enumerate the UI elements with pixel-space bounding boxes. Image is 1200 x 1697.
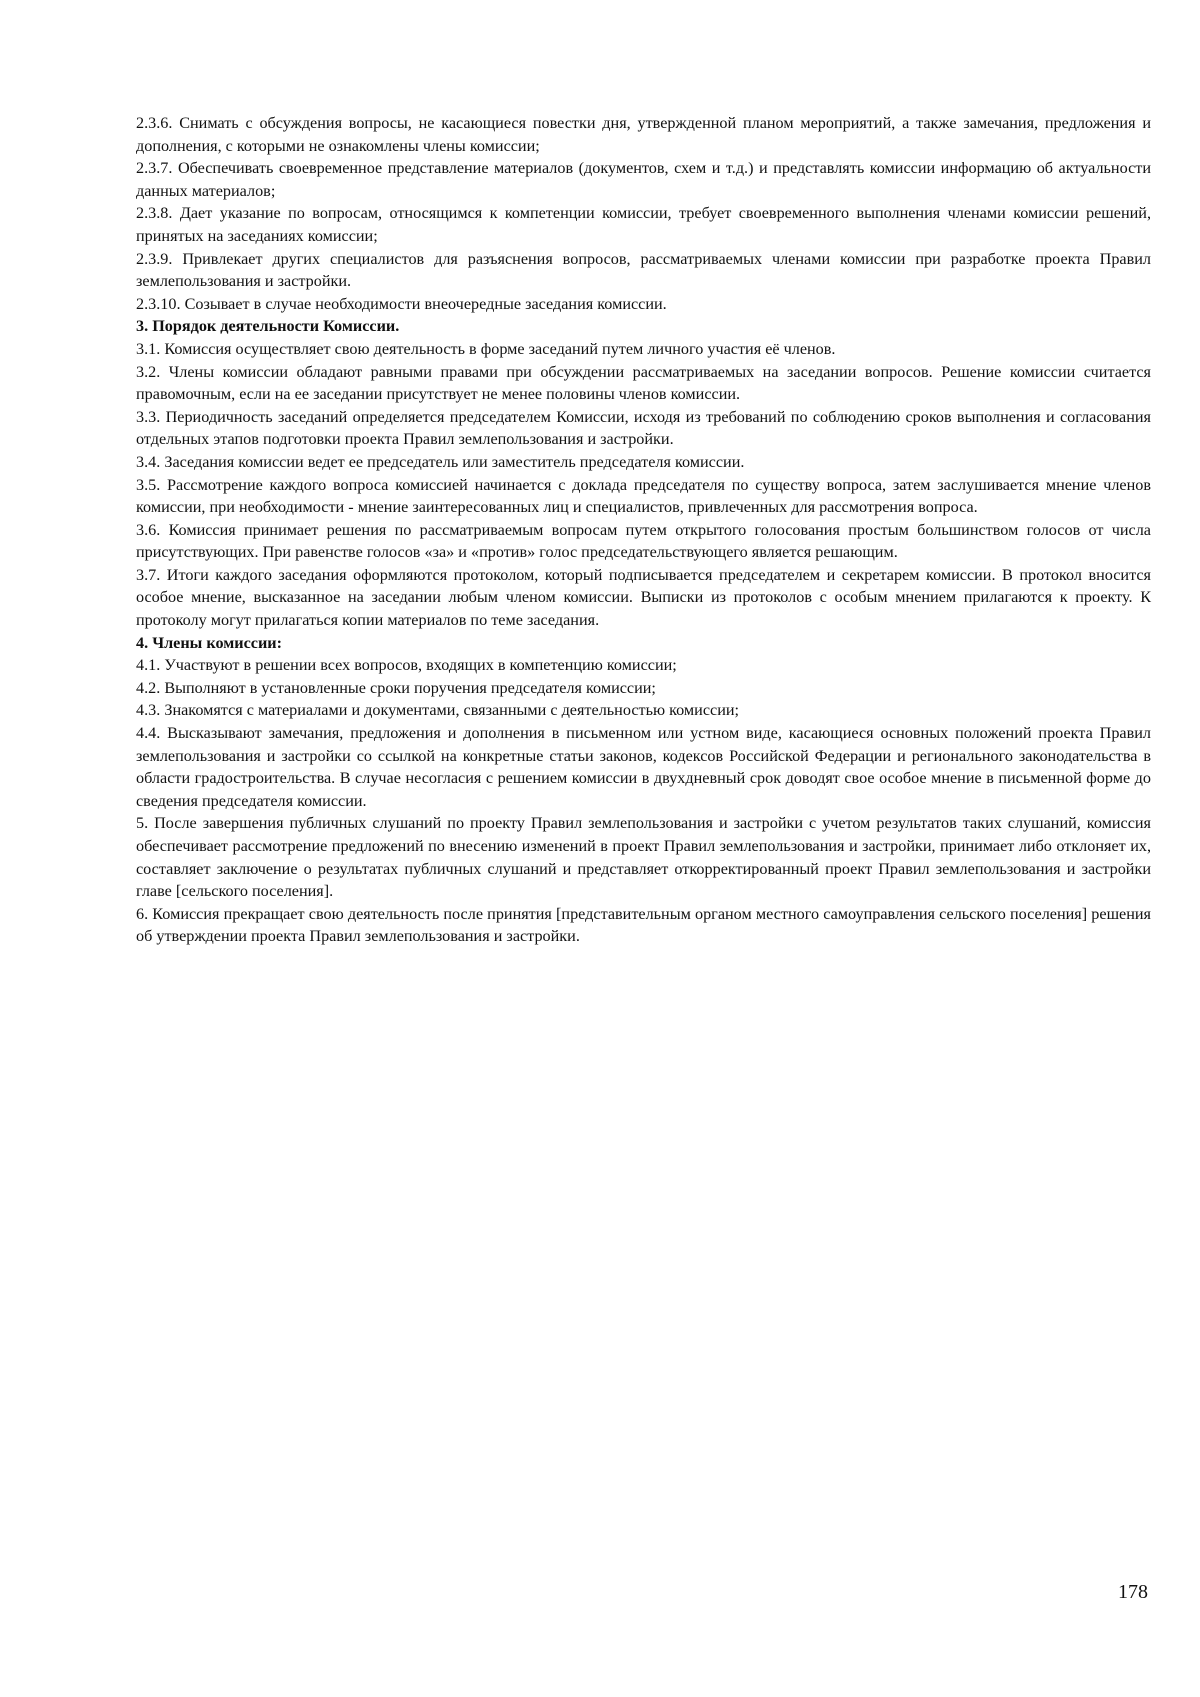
paragraph-3-3: 3.3. Периодичность заседаний определяется председателем Комиссии, исходя из требований по соблюдению сроков выполнения и согласования отдельных этапов подготовки проекта Правил землепользования и застройки. <box>136 407 1151 449</box>
section-heading-3: 3. Порядок деятельности Комиссии. <box>136 317 400 336</box>
paragraph-2-3-6: 2.3.6. Снимать с обсуждения вопросы, не касающиеся повестки дня, утвержденной планом мероприятий, а также замечания, предложения и дополнения, с которыми не ознакомлены члены комиссии; <box>136 114 1151 155</box>
paragraph-3-7: 3.7. Итоги каждого заседания оформляются протоколом, который подписывается председателем и секретарем комиссии. В протокол вносится особое мнение, высказанное на заседании любым членом комиссии. Выписки из протоколов с особым мнением прилагаются к проекту. К протоколу могут прилагаться копии материалов по теме заседания. <box>136 565 1151 630</box>
paragraph-3-5: 3.5. Рассмотрение каждого вопроса комиссией начинается с доклада председателя по существу вопроса, затем заслушивается мнение членов комиссии, при необходимости - мнение заинтересованных лиц и специалистов, привлеченных для рассмотрения вопроса. <box>136 475 1151 517</box>
paragraph-4-4: 4.4. Высказывают замечания, предложения и дополнения в письменном или устном виде, касающиеся основных положений проекта Правил землепользования и застройки со ссылкой на конкретные статьи законов, кодексов Российской Федерации и регионального законодательства в области градостроительства. В случае несогласия с решением комиссии в двухдневный срок доводят свое особое мнение в письменной форме до сведения председателя комиссии. <box>136 724 1151 810</box>
paragraph-2-3-10: 2.3.10. Созывает в случае необходимости внеочередные заседания комиссии. <box>136 294 667 313</box>
section-heading-4: 4. Члены комиссии: <box>136 633 283 652</box>
paragraph-3-6: 3.6. Комиссия принимает решения по рассматриваемым вопросам путем открытого голосования простым большинством голосов от числа присутствующих. При равенстве голосов «за» и «против» голос председательствующего является решающим. <box>136 520 1151 562</box>
paragraph-4-1: 4.1. Участвуют в решении всех вопросов, входящих в компетенцию комиссии; <box>136 656 677 675</box>
page-number: 178 <box>1118 1581 1148 1603</box>
paragraph-2-3-7: 2.3.7. Обеспечивать своевременное представление материалов (документов, схем и т.д.) и представлять комиссии информацию об актуальности данных материалов; <box>136 159 1151 200</box>
paragraph-3-1: 3.1. Комиссия осуществляет свою деятельность в форме заседаний путем личного участия её членов. <box>136 339 836 358</box>
document-body <box>136 112 1151 948</box>
paragraph-4-2: 4.2. Выполняют в установленные сроки поручения председателя комиссии; <box>136 678 656 697</box>
paragraph-2-3-9: 2.3.9. Привлекает других специалистов для разъяснения вопросов, рассматриваемых членами комиссии при разработке проекта Правил землепользования и застройки. <box>136 249 1151 291</box>
paragraph-6: 6. Комиссия прекращает свою деятельность после принятия [представительным органом местного самоуправления сельского поселения] решения об утверждении проекта Правил землепользования и застройки. <box>136 904 1151 946</box>
paragraph-3-4: 3.4. Заседания комиссии ведет ее председатель или заместитель председателя комиссии. <box>136 452 745 471</box>
paragraph-5: 5. После завершения публичных слушаний по проекту Правил землепользования и застройки с учетом результатов таких слушаний, комиссия обеспечивает рассмотрение предложений по внесению изменений в проект Правил землепользования и застройки, принимает либо отклоняет их, составляет заключение о результатах публичных слушаний и представляет откорректированный проект Правил землепользования и застройки главе [сельского поселения]. <box>136 814 1151 901</box>
paragraph-2-3-8: 2.3.8. Дает указание по вопросам, относящимся к компетенции комиссии, требует своевременного выполнения членами комиссии решений, принятых на заседаниях комиссии; <box>136 204 1151 245</box>
paragraph-4-3: 4.3. Знакомятся с материалами и документами, связанными с деятельностью комиссии; <box>136 701 740 720</box>
paragraph-3-2: 3.2. Члены комиссии обладают равными правами при обсуждении рассматриваемых на заседании вопросов. Решение комиссии считается правомочным, если на ее заседании присутствует не менее половины членов комиссии. <box>136 362 1151 404</box>
